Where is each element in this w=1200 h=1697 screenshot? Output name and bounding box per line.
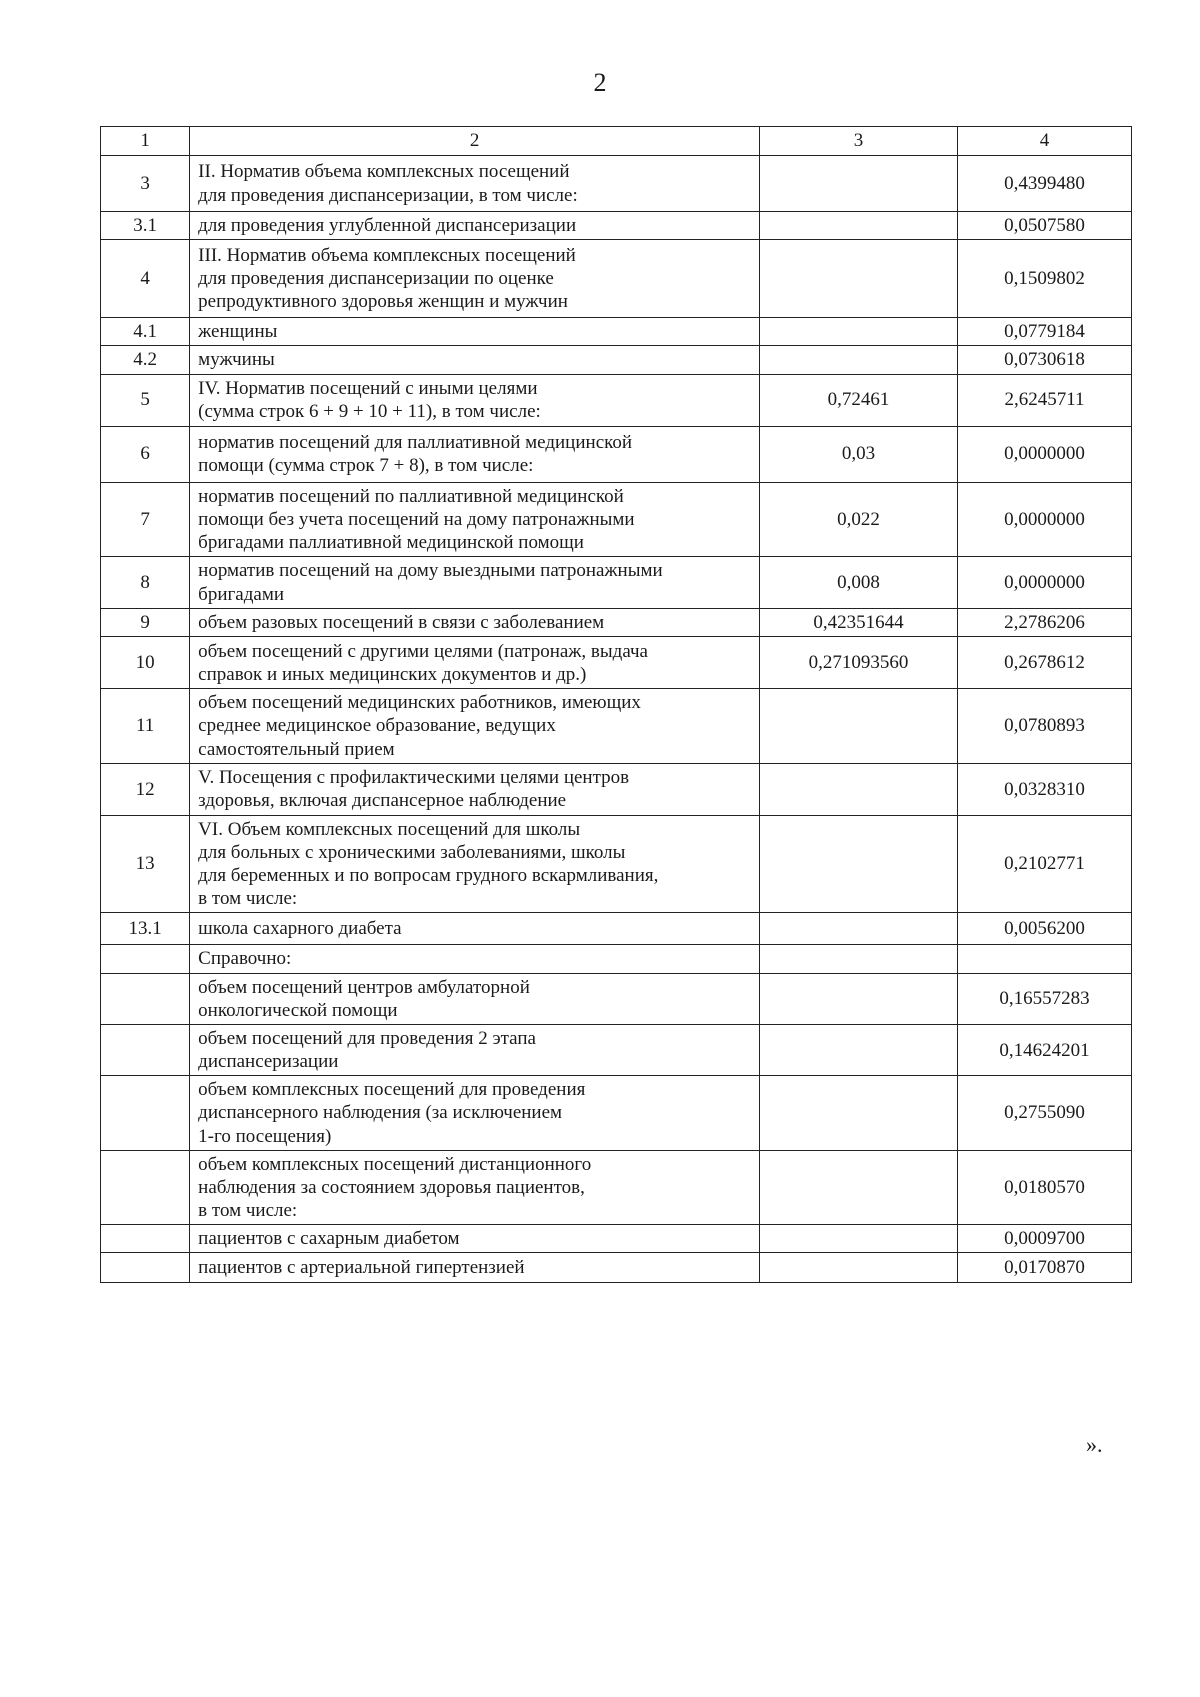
row-description: объем посещений центров амбулаторной онкологической помощи <box>190 973 760 1024</box>
row-description: объем разовых посещений в связи с заболеванием <box>190 609 760 637</box>
row-description: объем комплексных посещений дистанционного наблюдения за состоянием здоровья пациентов, в том числе: <box>190 1150 760 1225</box>
table-row <box>101 637 1132 689</box>
table-row <box>101 318 1132 346</box>
table-row <box>101 1076 1132 1151</box>
row-number: 7 <box>101 482 190 557</box>
row-number: 4 <box>101 240 190 318</box>
row-number <box>101 1150 190 1225</box>
row-number: 4.2 <box>101 346 190 374</box>
row-value-col3 <box>760 945 958 973</box>
row-value-col3 <box>760 212 958 240</box>
row-number: 8 <box>101 557 190 609</box>
table-row <box>101 973 1132 1024</box>
row-value-col4: 2,6245711 <box>957 374 1131 426</box>
row-description: VI. Объем комплексных посещений для школы для больных с хроническими заболеваниями, школы для беременных и по вопросам грудного вскармливания, в том числе: <box>190 815 760 913</box>
row-description: норматив посещений на дому выездными патронажными бригадами <box>190 557 760 609</box>
table-row <box>101 913 1132 945</box>
row-value-col4: 0,0180570 <box>957 1150 1131 1225</box>
header-col-3: 3 <box>760 127 958 156</box>
row-number <box>101 1076 190 1151</box>
norms-table <box>100 126 1132 1283</box>
row-number: 13.1 <box>101 913 190 945</box>
row-value-col4: 0,0056200 <box>957 913 1131 945</box>
row-value-col3 <box>760 240 958 318</box>
table-row <box>101 374 1132 426</box>
row-description: V. Посещения с профилактическими целями центров здоровья, включая диспансерное наблюдение <box>190 763 760 815</box>
row-value-col4: 0,0730618 <box>957 346 1131 374</box>
table-row <box>101 609 1132 637</box>
row-description: объем посещений для проведения 2 этапа диспансеризации <box>190 1024 760 1075</box>
row-value-col3 <box>760 346 958 374</box>
row-number <box>101 1225 190 1253</box>
row-value-col3 <box>760 1253 958 1283</box>
row-description: объем посещений медицинских работников, имеющих среднее медицинское образование, ведущих самостоятельный прием <box>190 689 760 764</box>
row-number: 6 <box>101 426 190 482</box>
header-col-2: 2 <box>190 127 760 156</box>
closing-quote-mark: ». <box>1086 1432 1103 1457</box>
header-col-1: 1 <box>101 127 190 156</box>
table-row <box>101 763 1132 815</box>
row-number: 4.1 <box>101 318 190 346</box>
row-value-col4: 0,0000000 <box>957 482 1131 557</box>
row-value-col3: 0,03 <box>760 426 958 482</box>
row-value-col4: 0,0780893 <box>957 689 1131 764</box>
table-row <box>101 1024 1132 1075</box>
row-description: мужчины <box>190 346 760 374</box>
table-row <box>101 346 1132 374</box>
page-number: 2 <box>593 68 607 97</box>
row-number: 9 <box>101 609 190 637</box>
row-value-col3 <box>760 156 958 212</box>
row-number <box>101 1253 190 1283</box>
table-header-row <box>101 127 1132 156</box>
row-value-col3: 0,42351644 <box>760 609 958 637</box>
table-row <box>101 1225 1132 1253</box>
row-number <box>101 1024 190 1075</box>
row-number: 11 <box>101 689 190 764</box>
row-number: 3 <box>101 156 190 212</box>
row-value-col3: 0,008 <box>760 557 958 609</box>
row-value-col4: 0,0507580 <box>957 212 1131 240</box>
row-number: 5 <box>101 374 190 426</box>
row-value-col3 <box>760 318 958 346</box>
row-value-col3: 0,72461 <box>760 374 958 426</box>
row-value-col4: 0,2102771 <box>957 815 1131 913</box>
row-description: норматив посещений для паллиативной медицинской помощи (сумма строк 7 + 8), в том числе: <box>190 426 760 482</box>
row-value-col3: 0,271093560 <box>760 637 958 689</box>
row-value-col3 <box>760 913 958 945</box>
table-row <box>101 945 1132 973</box>
row-value-col4: 0,4399480 <box>957 156 1131 212</box>
table-row <box>101 1150 1132 1225</box>
row-value-col4: 0,14624201 <box>957 1024 1131 1075</box>
row-value-col3 <box>760 1225 958 1253</box>
row-description: объем посещений с другими целями (патронаж, выдача справок и иных медицинских документов и др.) <box>190 637 760 689</box>
row-value-col3 <box>760 1076 958 1151</box>
row-value-col4: 0,0000000 <box>957 557 1131 609</box>
row-description: IV. Норматив посещений с иными целями (сумма строк 6 + 9 + 10 + 11), в том числе: <box>190 374 760 426</box>
norms-table-body <box>101 127 1132 1283</box>
row-value-col3 <box>760 689 958 764</box>
row-description: женщины <box>190 318 760 346</box>
table-row <box>101 557 1132 609</box>
row-value-col3: 0,022 <box>760 482 958 557</box>
row-value-col3 <box>760 1024 958 1075</box>
row-description: II. Норматив объема комплексных посещений для проведения диспансеризации, в том числе: <box>190 156 760 212</box>
row-description: норматив посещений по паллиативной медицинской помощи без учета посещений на дому патронажными бригадами паллиативной медицинской помощи <box>190 482 760 557</box>
row-number <box>101 973 190 1024</box>
row-description: пациентов с сахарным диабетом <box>190 1225 760 1253</box>
row-value-col4: 0,0009700 <box>957 1225 1131 1253</box>
row-value-col4: 0,0328310 <box>957 763 1131 815</box>
row-number <box>101 945 190 973</box>
table-row <box>101 426 1132 482</box>
row-value-col4: 0,0170870 <box>957 1253 1131 1283</box>
row-description: для проведения углубленной диспансеризации <box>190 212 760 240</box>
row-value-col4: 2,2786206 <box>957 609 1131 637</box>
table-row <box>101 689 1132 764</box>
row-value-col4: 0,16557283 <box>957 973 1131 1024</box>
row-value-col4: 0,1509802 <box>957 240 1131 318</box>
row-number: 10 <box>101 637 190 689</box>
header-col-4: 4 <box>957 127 1131 156</box>
row-value-col3 <box>760 815 958 913</box>
table-row <box>101 240 1132 318</box>
table-row <box>101 482 1132 557</box>
table-row <box>101 815 1132 913</box>
row-description: школа сахарного диабета <box>190 913 760 945</box>
row-value-col3 <box>760 763 958 815</box>
table-row <box>101 212 1132 240</box>
row-value-col4: 0,0779184 <box>957 318 1131 346</box>
row-value-col4: 0,2755090 <box>957 1076 1131 1151</box>
row-value-col4: 0,2678612 <box>957 637 1131 689</box>
row-number: 3.1 <box>101 212 190 240</box>
row-number: 12 <box>101 763 190 815</box>
row-description: объем комплексных посещений для проведения диспансерного наблюдения (за исключением 1-го посещения) <box>190 1076 760 1151</box>
row-description: III. Норматив объема комплексных посещений для проведения диспансеризации по оценке репродуктивного здоровья женщин и мужчин <box>190 240 760 318</box>
row-value-col3 <box>760 973 958 1024</box>
row-description: Справочно: <box>190 945 760 973</box>
table-row <box>101 1253 1132 1283</box>
row-value-col4: 0,0000000 <box>957 426 1131 482</box>
row-value-col3 <box>760 1150 958 1225</box>
table-row <box>101 156 1132 212</box>
row-value-col4 <box>957 945 1131 973</box>
row-description: пациентов с артериальной гипертензией <box>190 1253 760 1283</box>
row-number: 13 <box>101 815 190 913</box>
